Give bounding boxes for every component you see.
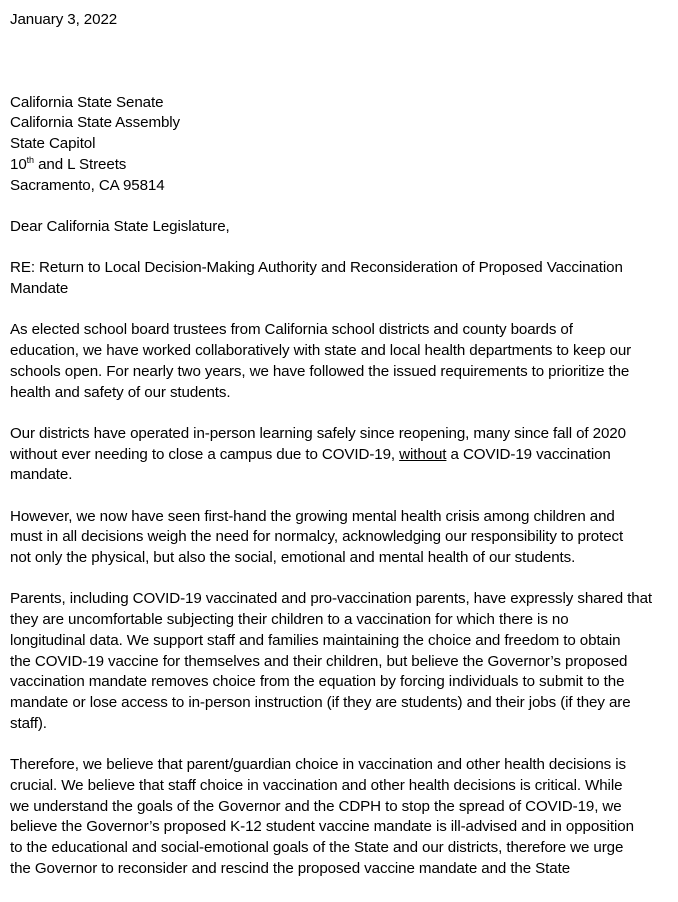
paragraph-1	[10, 320, 674, 403]
paragraph-line: crucial. We believe that staff choice in vaccination and other health decisions is critical. While	[10, 776, 623, 794]
spacer	[10, 569, 674, 590]
paragraph-line: Parents, including COVID-19 vaccinated and pro-vaccination parents, have expressly shared that	[10, 590, 653, 608]
paragraph-2	[10, 424, 674, 486]
spacer	[10, 734, 674, 755]
paragraph-5	[10, 755, 674, 879]
spacer	[10, 196, 674, 217]
paragraph-line: staff).	[10, 714, 47, 732]
address-line: California State Assembly	[10, 114, 181, 132]
paragraph-3	[10, 507, 674, 569]
subject-text: RE: Return to Local Decision-Making Authority and Reconsideration of Proposed Vaccination	[10, 259, 623, 277]
paragraph-line: health and safety of our students.	[10, 383, 231, 401]
address-line: State Capitol	[10, 135, 96, 153]
paragraph-line: believe the Governor’s proposed K-12 student vaccine mandate is ill-advised and in opposition	[10, 818, 634, 836]
paragraph-line: However, we now have seen first-hand the growing mental health crisis among children and	[10, 507, 615, 525]
paragraph-line: not only the physical, but also the social, emotional and mental health of our students.	[10, 549, 576, 567]
street-name: and L Streets	[33, 155, 127, 173]
paragraph-line: must in all decisions weigh the need for normalcy, acknowledging our responsibility to protect	[10, 528, 624, 546]
spacer	[10, 238, 674, 259]
paragraph-line: the Governor to reconsider and rescind the proposed vaccine mandate and the State	[10, 859, 571, 877]
paragraph-line: longitudinal data. We support staff and families maintaining the choice and freedom to obtain	[10, 631, 621, 649]
salutation: Dear California State Legislature,	[10, 217, 230, 235]
spacer	[10, 300, 674, 321]
paragraph-line: we understand the goals of the Governor and the CDPH to stop the spread of COVID-19, we	[10, 797, 622, 815]
paragraph-line: to the educational and social-emotional goals of the State and our districts, therefore we urge	[10, 838, 624, 856]
spacer	[10, 31, 674, 93]
recipient-address	[10, 93, 674, 197]
paragraph-line: mandate or lose access to in-person instruction (if they are students) and their jobs (if they are	[10, 694, 631, 711]
underlined-emphasis: without	[399, 445, 447, 463]
letter-date: January 3, 2022	[10, 11, 118, 28]
spacer	[10, 403, 674, 424]
address-street-line	[10, 155, 674, 176]
paragraph-line: they are uncomfortable subjecting their children to a vaccination for which there is no	[10, 611, 569, 629]
text-run: without ever needing to close a campus due to COVID-19,	[10, 445, 400, 463]
street-number: 10	[10, 155, 27, 173]
paragraph-line: the COVID-19 vaccine for themselves and their children, but believe the Governor’s proposed	[10, 652, 628, 670]
paragraph-line: education, we have worked collaboratively with state and local health departments to keep our	[10, 342, 632, 360]
paragraph-line	[10, 445, 674, 466]
subject-text: Mandate	[10, 280, 69, 297]
paragraph-line: Therefore, we believe that parent/guardian choice in vaccination and other health decisions is	[10, 756, 626, 774]
letter-page	[10, 10, 674, 879]
paragraph-4	[10, 589, 674, 734]
street-number-suffix: th	[26, 154, 34, 165]
spacer	[10, 486, 674, 507]
address-line: Sacramento, CA 95814	[10, 176, 165, 194]
paragraph-line: As elected school board trustees from California school districts and county boards of	[10, 321, 573, 339]
paragraph-line: vaccination mandate removes choice from the equation by forcing individuals to submit to the	[10, 673, 625, 691]
address-line: California State Senate	[10, 93, 164, 111]
paragraph-line: schools open. For nearly two years, we have followed the issued requirements to prioritize the	[10, 362, 630, 380]
subject-line	[10, 258, 674, 299]
paragraph-line: mandate.	[10, 466, 73, 484]
text-run: a COVID-19 vaccination	[446, 445, 611, 463]
paragraph-line: Our districts have operated in-person learning safely since reopening, many since fall of 2020	[10, 424, 626, 442]
